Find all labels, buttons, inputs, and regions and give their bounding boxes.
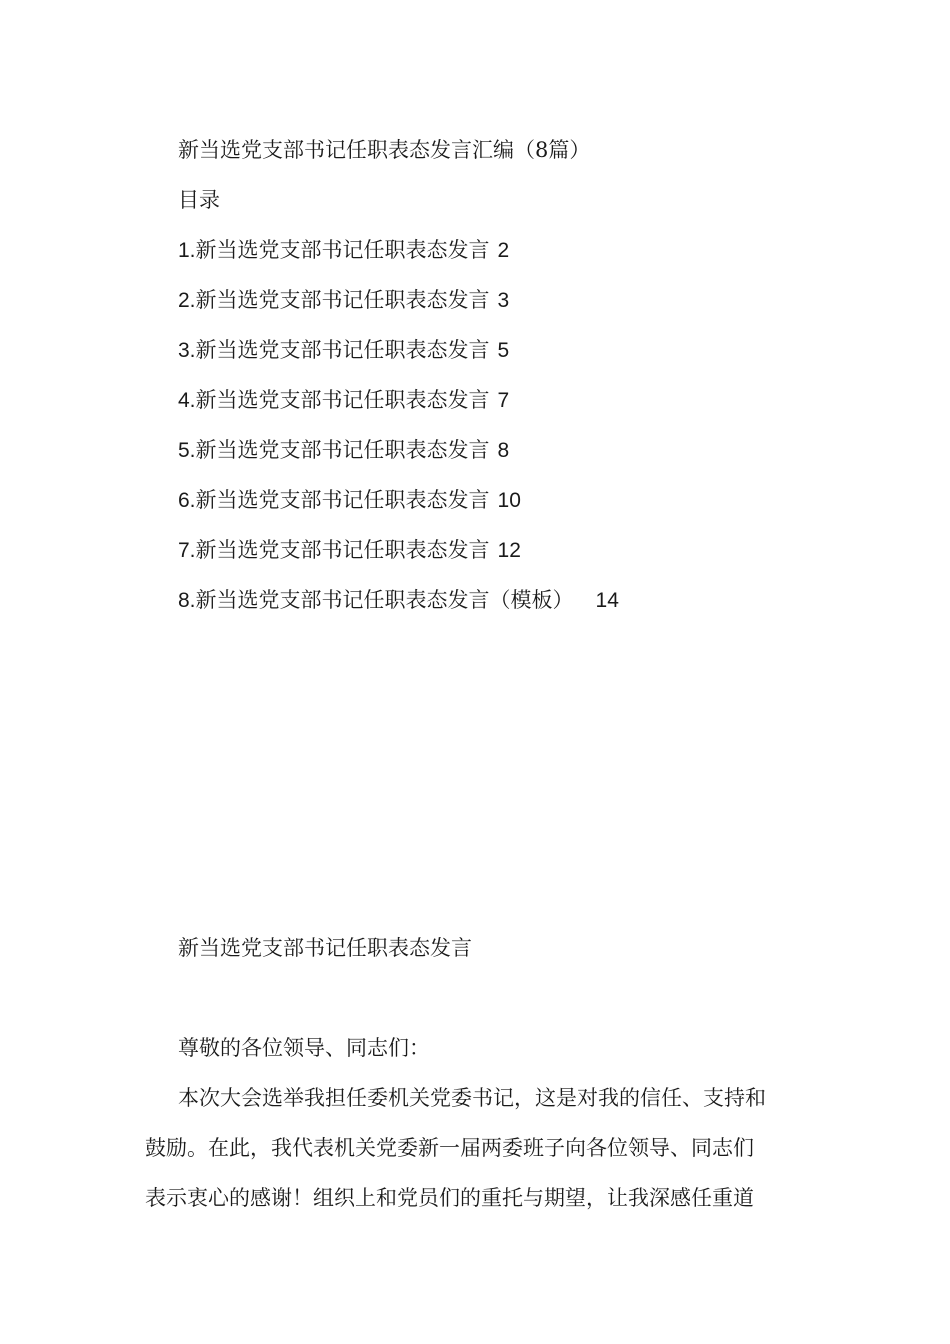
- toc-item[interactable]: [178, 486, 521, 515]
- toc-item-number: 4.: [178, 389, 196, 412]
- toc-item-text: 新当选党支部书记任职表态发言: [195, 538, 490, 562]
- toc-item[interactable]: [178, 336, 509, 365]
- document-title: 新当选党支部书记任职表态发言汇编（8篇）: [178, 138, 591, 162]
- toc-item-page: 10: [497, 489, 521, 512]
- toc-item-number: 6.: [178, 489, 196, 512]
- toc-item[interactable]: [178, 536, 521, 565]
- toc-heading: 目录: [178, 188, 220, 212]
- toc-item[interactable]: [178, 236, 509, 265]
- toc-item[interactable]: [178, 586, 619, 615]
- toc-item-number: 7.: [178, 539, 196, 562]
- toc-item-page: 2: [497, 239, 510, 262]
- toc-item-page: 3: [497, 289, 510, 312]
- toc-item[interactable]: [178, 286, 509, 315]
- paragraph-line: 表示衷心的感谢！组织上和党员们的重托与期望，让我深感任重道: [145, 1186, 754, 1210]
- toc-item-page: 5: [497, 339, 510, 362]
- toc-item-page: 12: [497, 539, 521, 562]
- toc-item-number: 5.: [178, 439, 196, 462]
- toc-item-text: 新当选党支部书记任职表态发言: [195, 388, 490, 412]
- toc-item-text: 新当选党支部书记任职表态发言: [195, 238, 490, 262]
- toc-item-page: 14: [595, 589, 619, 612]
- toc-item[interactable]: [178, 386, 509, 415]
- paragraph-line: 本次大会选举我担任委机关党委书记，这是对我的信任、支持和: [178, 1086, 766, 1110]
- toc-item-text: 新当选党支部书记任职表态发言: [195, 338, 490, 362]
- toc-item-text: 新当选党支部书记任职表态发言: [195, 488, 490, 512]
- toc-item-number: 3.: [178, 339, 196, 362]
- toc-item-number: 2.: [178, 289, 196, 312]
- paragraph-line: 鼓励。在此，我代表机关党委新一届两委班子向各位领导、同志们: [145, 1136, 754, 1160]
- toc-item-page: 7: [497, 389, 510, 412]
- greeting: 尊敬的各位领导、同志们：: [178, 1036, 430, 1060]
- toc-item-number: 1.: [178, 239, 196, 262]
- toc-item-text: 新当选党支部书记任职表态发言: [195, 438, 490, 462]
- toc-item-page: 8: [497, 439, 510, 462]
- section-title: 新当选党支部书记任职表态发言: [178, 936, 472, 960]
- toc-item-number: 8.: [178, 589, 196, 612]
- toc-item-text: 新当选党支部书记任职表态发言: [195, 288, 490, 312]
- toc-item-text: 新当选党支部书记任职表态发言（模板）: [195, 588, 574, 612]
- toc-item[interactable]: [178, 436, 509, 465]
